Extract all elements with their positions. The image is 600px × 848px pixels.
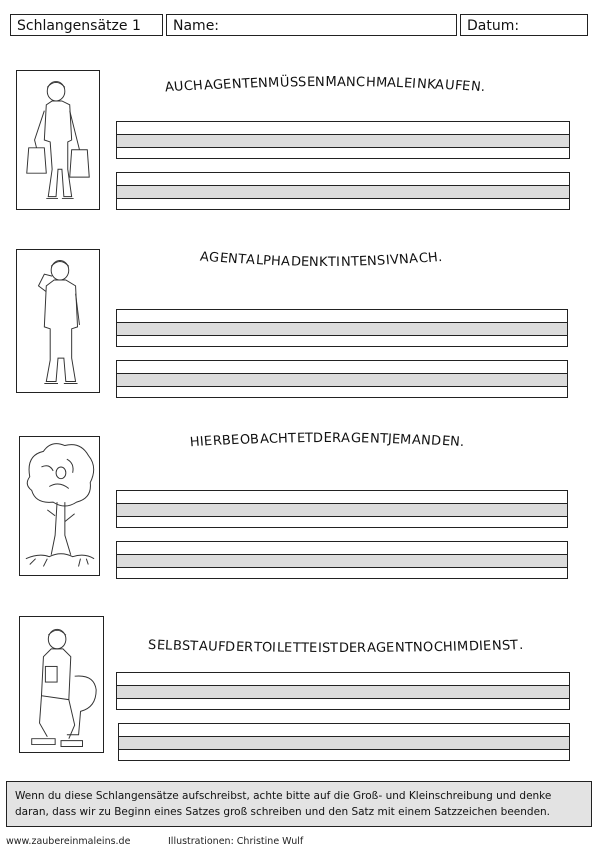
writing-lines-2a[interactable] <box>116 309 568 347</box>
snake-sentence-3: HIERBEOBACHTETDERAGENTJEMANDEN. <box>189 430 466 451</box>
worksheet-title: Schlangensätze 1 <box>10 14 163 36</box>
instructions-box: Wenn du diese Schlangensätze aufschreibst, achte bitte auf die Groß- und Kleinschreibung und denke daran, dass wir zu Beginn eines Satzes groß schreiben und den Satz mit einem Satzzeichen beenden. <box>6 781 592 827</box>
agent-in-tree-icon <box>19 436 100 576</box>
writing-lines-2b[interactable] <box>116 360 568 398</box>
writing-lines-1a[interactable] <box>116 121 570 159</box>
agent-on-toilet-icon <box>19 616 104 753</box>
writing-lines-3b[interactable] <box>116 541 568 579</box>
snake-sentence-2: AGENTALPHADENKTINTENSIVNACH. <box>199 249 444 271</box>
footer-website: www.zaubereinmaleins.de <box>6 836 131 847</box>
writing-lines-4b[interactable] <box>118 723 570 761</box>
agent-thinking-icon <box>16 249 100 393</box>
agent-shopping-bags-icon <box>16 70 100 210</box>
name-field[interactable]: Name: <box>166 14 457 36</box>
footer-illustrations: Illustrationen: Christine Wulf <box>168 836 304 847</box>
date-field[interactable]: Datum: <box>460 14 588 36</box>
writing-lines-1b[interactable] <box>116 172 570 210</box>
snake-sentence-1: AUCHAGENTENMÜSSENMANCHMALEINKAUFEN. <box>164 74 487 96</box>
snake-sentence-4: SELBSTAUFDERTOILETTEISTDERAGENTNOCHIMDIENST. <box>147 637 524 657</box>
writing-lines-3a[interactable] <box>116 490 568 528</box>
writing-lines-4a[interactable] <box>116 672 570 710</box>
